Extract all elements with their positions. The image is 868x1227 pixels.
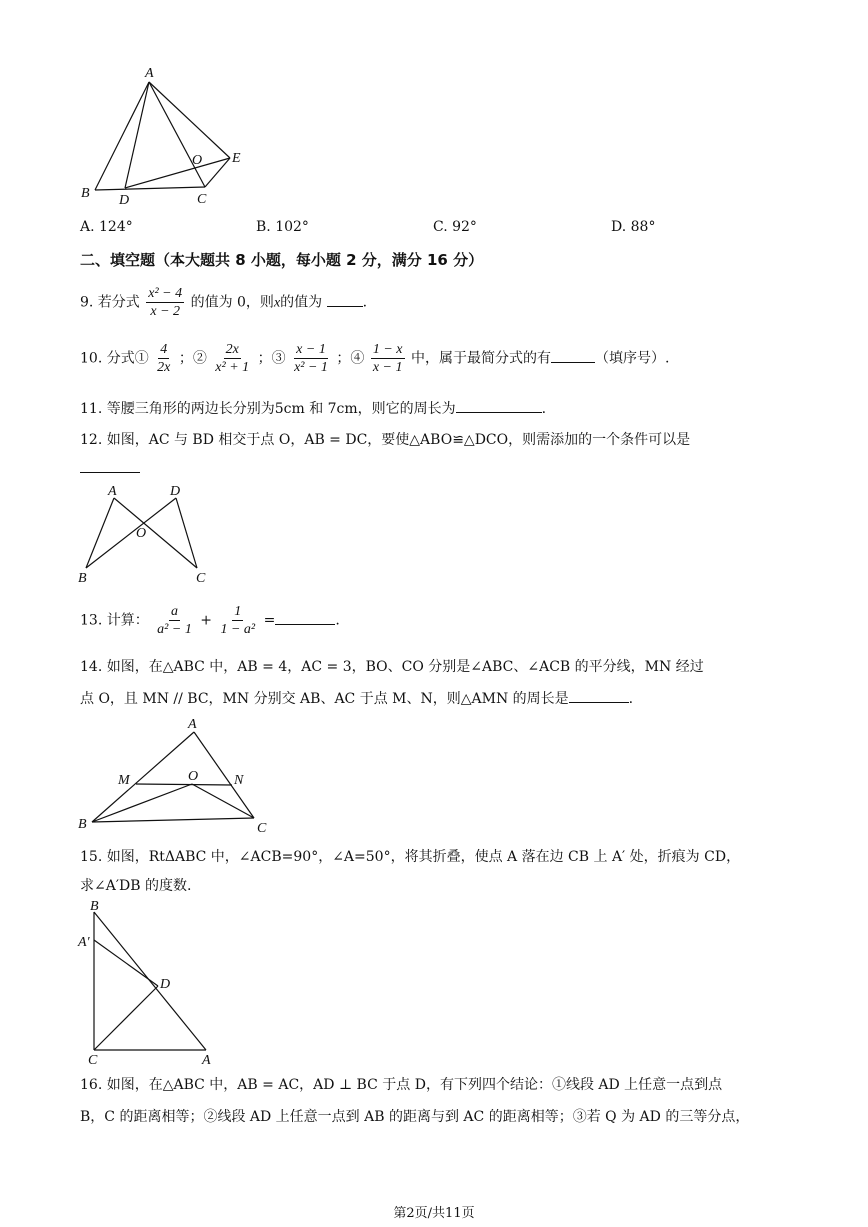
q9-fraction xyxy=(146,285,184,320)
figure-q12 xyxy=(72,478,222,588)
q10-suffix: 中，属于最简分式的有 xyxy=(410,350,551,367)
q9-suffix: 的值为 xyxy=(280,294,323,311)
q10-f4-den: x − 1 xyxy=(372,360,403,375)
fig14-label-n: N xyxy=(234,773,244,788)
fig12-label-o: O xyxy=(136,526,147,541)
option-c: C. 92° xyxy=(433,219,477,235)
q10-fraction-2 xyxy=(213,341,251,376)
fig14-label-o: O xyxy=(188,769,199,784)
q9-middle: 的值为 0，则 xyxy=(190,294,274,311)
q11-answer-blank[interactable] xyxy=(456,400,542,413)
fig15-label-a: A xyxy=(202,1053,211,1068)
fig12-label-c: C xyxy=(196,571,206,586)
q13-f2-num: 1 xyxy=(234,604,242,619)
q14-end: . xyxy=(628,691,634,707)
q13-f1-num: a xyxy=(171,604,178,619)
q13-answer-blank[interactable] xyxy=(275,612,335,625)
question-11 xyxy=(80,398,546,418)
page-footer: 第2页/共11页 xyxy=(393,1206,475,1221)
fig15-label-d: D xyxy=(160,977,171,992)
fig15-label-a1: A′ xyxy=(78,935,90,950)
q9-answer-blank[interactable] xyxy=(327,294,363,307)
option-b: B. 102° xyxy=(256,219,309,235)
q10-prefix: 10. 分式① xyxy=(80,350,149,367)
q9-prefix: 9. 若分式 xyxy=(80,294,140,311)
q14-line2-text: 点 O，且 MN // BC，MN 分别交 AB、AC 于点 M、N，则△AMN 的周长是 xyxy=(80,691,569,707)
q13-f2-den: 1 − a² xyxy=(220,622,256,637)
fig8-label-c: C xyxy=(197,192,207,207)
option-a: A. 124° xyxy=(80,219,133,235)
q10-sep-4: ；④ xyxy=(336,350,365,367)
q13-equals: = xyxy=(263,612,276,629)
q13-fraction-1 xyxy=(155,603,194,638)
fig12-label-a: A xyxy=(108,484,117,499)
question-14-line-1: 14. 如图，在△ABC 中，AB = 4，AC = 3，BO、CO 分别是∠ABC、∠ACB 的平分线，MN 经过 xyxy=(80,659,704,675)
question-15-line-2: 求∠A′DB 的度数. xyxy=(80,878,192,894)
question-10 xyxy=(80,341,669,376)
q10-f3-den: x² − 1 xyxy=(294,360,328,375)
fig14-label-a: A xyxy=(188,717,197,732)
fig14-label-m: M xyxy=(118,773,130,788)
q10-sep-2: ；② xyxy=(178,350,207,367)
question-14-line-2 xyxy=(80,688,633,708)
fig14-label-c: C xyxy=(257,821,267,836)
q13-end: . xyxy=(335,612,340,629)
q10-f1-den: 2x xyxy=(157,360,171,375)
q13-fraction-2 xyxy=(218,603,257,638)
q10-answer-blank[interactable] xyxy=(551,350,595,363)
q11-end: . xyxy=(541,401,547,417)
fig12-label-d: D xyxy=(170,484,181,499)
q10-f3-num: x − 1 xyxy=(296,342,326,357)
q10-end: （填序号）. xyxy=(594,350,670,367)
fig12-label-b: B xyxy=(78,571,87,586)
q9-variable: x xyxy=(273,295,281,311)
figure-q14 xyxy=(74,712,279,840)
q9-numerator: x² − 4 xyxy=(148,286,183,301)
q10-fraction-4 xyxy=(371,341,405,376)
q13-f1-den: a² − 1 xyxy=(157,622,192,637)
q14-answer-blank[interactable] xyxy=(569,690,629,703)
q10-fraction-3 xyxy=(292,341,330,376)
q10-sep-3: ；③ xyxy=(257,350,286,367)
question-16-line-1: 16. 如图，在△ABC 中，AB = AC，AD ⊥ BC 于点 D，有下列四个结论：①线段 AD 上任意一点到点 xyxy=(80,1077,723,1093)
question-15-line-1: 15. 如图，RtΔABC 中，∠ACB=90°，∠A=50°，将其折叠，使点 A 落在边 CB 上 A′ 处，折痕为 CD， xyxy=(80,849,741,865)
fig15-label-b: B xyxy=(90,899,99,914)
fig14-label-b: B xyxy=(78,817,87,832)
q10-f1-num: 4 xyxy=(160,342,168,357)
figure-q8 xyxy=(75,62,265,212)
question-9 xyxy=(80,285,367,320)
q10-f2-den: x² + 1 xyxy=(215,360,250,375)
figure-q15 xyxy=(74,898,224,1068)
q9-end: . xyxy=(362,294,368,311)
fig8-label-a: A xyxy=(145,66,154,81)
fig8-label-b: B xyxy=(81,186,90,201)
question-13 xyxy=(80,603,340,638)
fig8-label-d: D xyxy=(119,193,130,208)
section-title: 二、填空题（本大题共 8 小题，每小题 2 分，满分 16 分） xyxy=(80,251,484,269)
q11-text: 11. 等腰三角形的两边长分别为5cm 和 7cm，则它的周长为 xyxy=(80,401,456,417)
q10-fraction-1 xyxy=(155,341,172,376)
question-16-line-2: B，C 的距离相等；②线段 AD 上任意一点到 AB 的距离与到 AC 的距离相等；③若 Q 为 AD 的三等分点， xyxy=(80,1109,750,1125)
q13-plus: + xyxy=(200,612,213,629)
option-d: D. 88° xyxy=(611,219,656,235)
fig8-label-e: E xyxy=(232,151,241,166)
fig15-label-c: C xyxy=(88,1053,98,1068)
q10-f4-num: 1 − x xyxy=(372,342,403,357)
q9-denominator: x − 2 xyxy=(150,304,181,319)
fig8-label-o: O xyxy=(192,153,203,168)
question-12: 12. 如图，AC 与 BD 相交于点 O，AB = DC，要使△ABO≌△DCO，则需添加的一个条件可以是 xyxy=(80,432,691,448)
q10-f2-num: 2x xyxy=(225,342,239,357)
q13-prefix: 13. 计算： xyxy=(80,612,149,629)
q12-answer-blank[interactable] xyxy=(80,460,140,473)
